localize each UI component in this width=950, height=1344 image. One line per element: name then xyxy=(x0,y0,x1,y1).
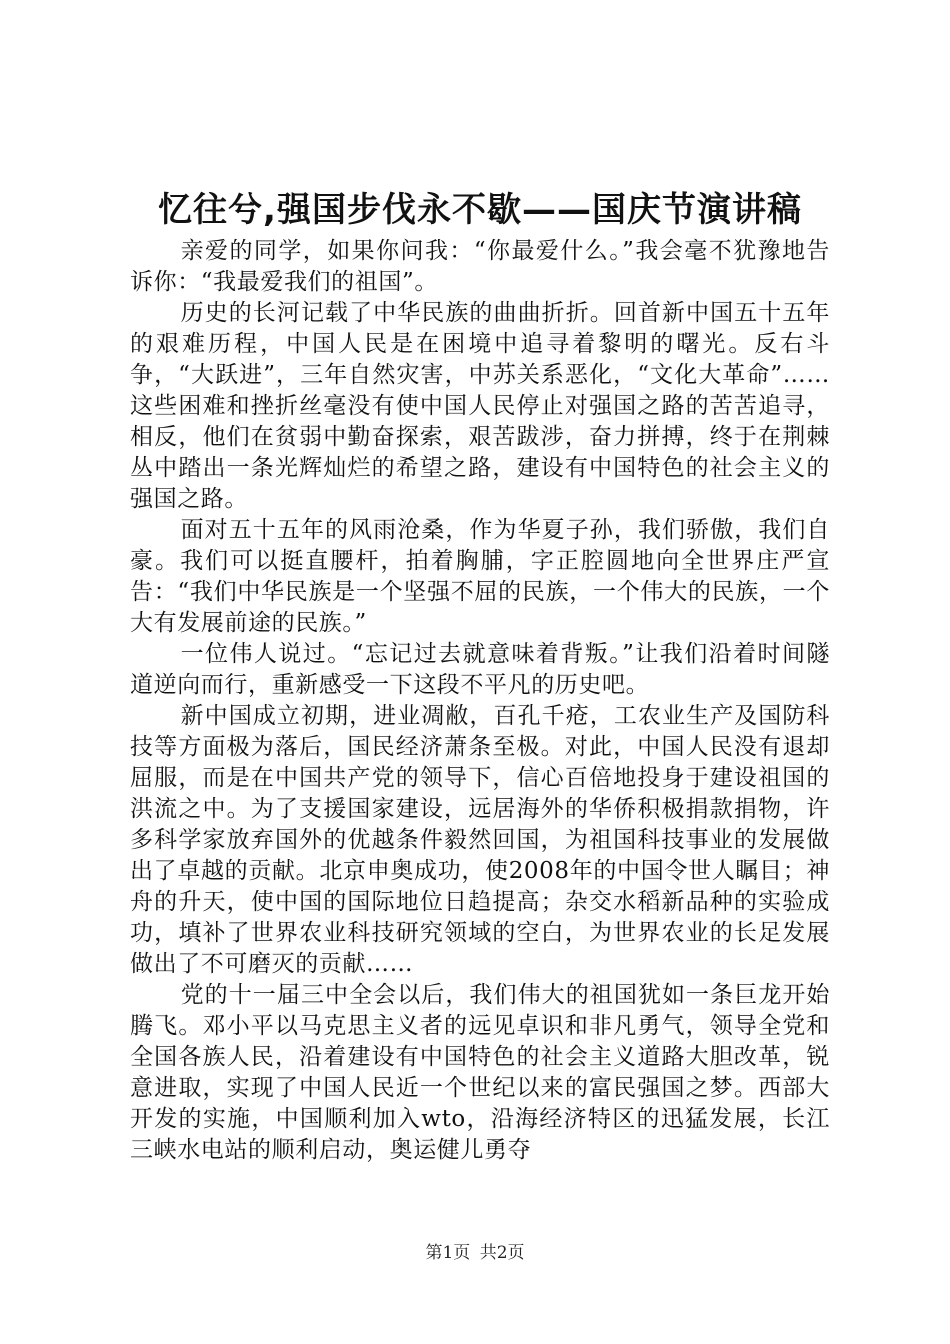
paragraph: 一位伟人说过。“忘记过去就意味着背叛。”让我们沿着时间隧道逆向而行，重新感受一下这段不平凡的历史吧。 xyxy=(130,641,830,698)
page-number-current: 第1页 xyxy=(425,1243,471,1263)
paragraph: 历史的长河记载了中华民族的曲曲折折。回首新中国五十五年的艰难历程，中国人民是在困境中追寻着黎明的曙光。反右斗争，“大跃进”，三年自然灾害，中苏关系恶化，“文化大革命”……这些困难和挫折丝毫没有使中国人民停止对强国之路的苦苦追寻，相反，他们在贫弱中勤奋探索，艰苦跋涉，奋力拼搏，终于在荆棘丛中踏出一条光辉灿烂的希望之路，建设有中国特色的社会主义的强国之路。 xyxy=(130,300,830,512)
paragraph: 党的十一届三中全会以后，我们伟大的祖国犹如一条巨龙开始腾飞。邓小平以马克思主义者的远见卓识和非凡勇气，领导全党和全国各族人民，沿着建设有中国特色的社会主义道路大胆改革，锐意进取，实现了中国人民近一个世纪以来的富民强国之梦。西部大开发的实施，中国顺利加入wto，沿海经济特区的迅猛发展，长江三峡水电站的顺利启动，奥运健儿勇夺 xyxy=(130,982,830,1163)
page-number-total: 共2页 xyxy=(479,1243,525,1263)
paragraph: 亲爱的同学，如果你问我：“你最爱什么。”我会毫不犹豫地告诉你：“我最爱我们的祖国”。 xyxy=(130,238,830,295)
page-footer xyxy=(0,1242,950,1264)
paragraph: 面对五十五年的风雨沧桑，作为华夏子孙，我们骄傲，我们自豪。我们可以挺直腰杆，拍着胸脯，字正腔圆地向全世界庄严宣告：“我们中华民族是一个坚强不屈的民族，一个伟大的民族，一个大有发展前途的民族。” xyxy=(130,517,830,636)
document-body xyxy=(130,236,830,1166)
paragraph: 新中国成立初期，进业凋敝，百孔千疮，工农业生产及国防科技等方面极为落后，国民经济萧条至极。对此，中国人民没有退却屈服，而是在中国共产党的领导下，信心百倍地投身于建设祖国的洪流之中。为了支援国家建设，远居海外的华侨积极捐款捐物，许多科学家放弃国外的优越条件毅然回国，为祖国科技事业的发展做出了卓越的贡献。北京申奥成功，使2008年的中国令世人瞩目；神舟的升天，使中国的国际地位日趋提高；杂交水稻新品种的实验成功，填补了世界农业科技研究领域的空白，为世界农业的长足发展做出了不可磨灭的贡献…… xyxy=(130,703,830,977)
document-title: 忆往兮,强国步伐永不歇——国庆节演讲稿 xyxy=(158,190,802,230)
